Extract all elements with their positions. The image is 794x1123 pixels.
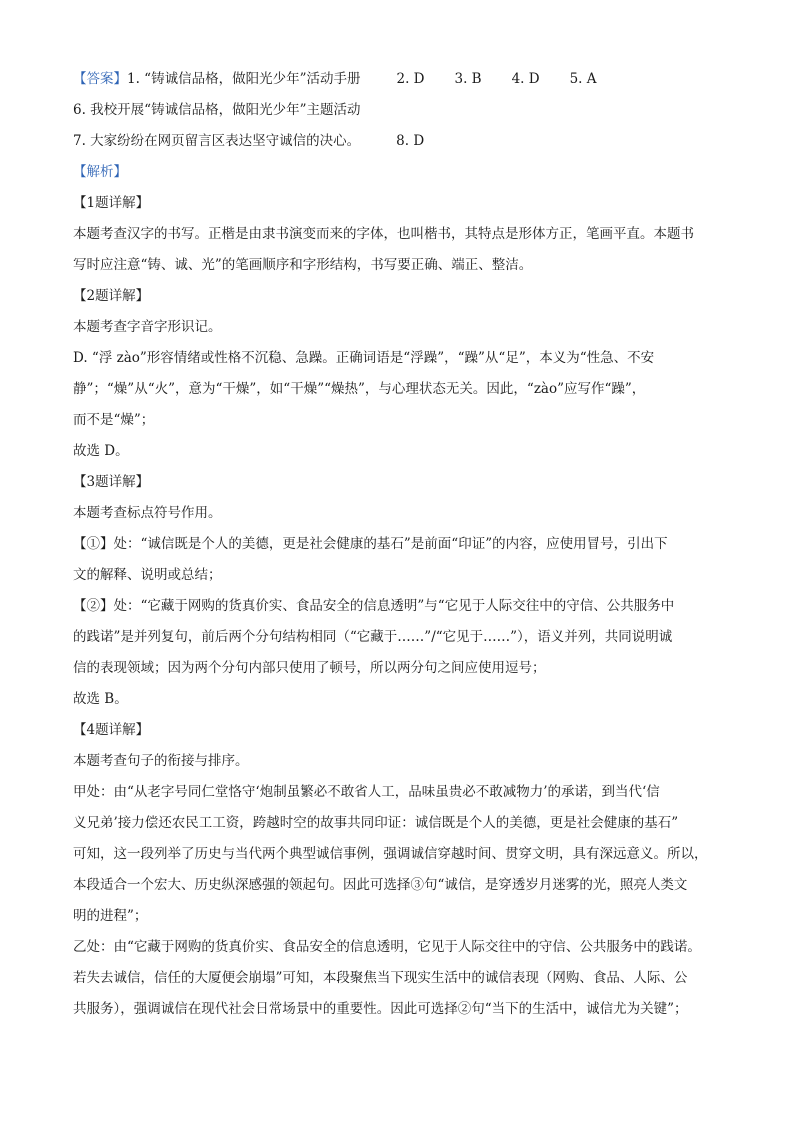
section-4-heading: 【4题详解】 bbox=[73, 722, 150, 738]
section-3-heading: 【3题详解】 bbox=[73, 474, 150, 490]
section-3-text: 的践诺”是并列复句，前后两个分句结构相同（“它藏于……”/“它见于……”），语义并列，共同说明诚 bbox=[73, 629, 673, 645]
answer-q1: 1. “铸诚信品格，做阳光少年”活动手册 bbox=[127, 71, 361, 87]
section-2-text: 本题考查字音字形识记。 bbox=[73, 319, 222, 335]
answer-line-2 bbox=[73, 95, 723, 126]
analysis-label: 【解析】 bbox=[73, 164, 127, 180]
section-3-text: 【①】处：“诚信既是个人的美德，更是社会健康的基石”是前面“印证”的内容，应使用冒号，引出下 bbox=[73, 536, 668, 552]
section-1-text: 写时应注意“铸、诚、光”的笔画顺序和字形结构，书写要正确、端正、整洁。 bbox=[73, 257, 533, 273]
answer-q6: 6. 我校开展“铸诚信品格，做阳光少年”主题活动 bbox=[73, 102, 361, 118]
answer-q4: 4. D bbox=[511, 71, 540, 87]
section-4-text: 甲处：由“从老字号同仁堂恪守‘炮制虽繁必不敢省人工，品味虽贵必不敢减物力’的承诺，到当代‘信 bbox=[73, 784, 660, 800]
section-3-text: 信的表现领域；因为两个分句内部只使用了顿号，所以两分句之间应使用逗号； bbox=[73, 660, 546, 676]
section-3-text: 文的解释、说明或总结； bbox=[73, 567, 222, 583]
section-4-text: 本段适合一个宏大、历史纵深感强的领起句。因此可选择③句“诚信，是穿透岁月迷雾的光，照亮人类文 bbox=[73, 877, 688, 893]
answer-q5: 5. A bbox=[569, 71, 597, 87]
section-2-heading: 【2题详解】 bbox=[73, 288, 150, 304]
answer-label: 【答案】 bbox=[73, 71, 127, 87]
answer-q3: 3. B bbox=[454, 71, 482, 87]
section-4-text: 若失去诚信，信任的大厦便会崩塌”可知，本段聚焦当下现实生活中的诚信表现（网购、食品、人际、公 bbox=[73, 970, 688, 986]
answer-q2: 2. D bbox=[396, 71, 425, 87]
section-2-text: 故选 D。 bbox=[73, 443, 129, 459]
section-4-text: 可知，这一段列举了历史与当代两个典型诚信事例，强调诚信穿越时间、贯穿文明，具有深远意义。所以， bbox=[73, 846, 708, 862]
section-3-text: 本题考查标点符号作用。 bbox=[73, 505, 222, 521]
answer-q7: 7. 大家纷纷在网页留言区表达坚守诚信的决心。 bbox=[73, 133, 361, 149]
section-2-text: D. “浮 zào”形容情绪或性格不沉稳、急躁。正确词语是“浮躁”，“躁”从“足”，本义为“性急、不安 bbox=[73, 350, 655, 366]
section-1-text: 本题考查汉字的书写。正楷是由隶书演变而来的字体，也叫楷书，其特点是形体方正，笔画平直。本题书 bbox=[73, 226, 694, 242]
section-4-text: 明的进程”； bbox=[73, 908, 148, 924]
section-4-text: 义兄弟’接力偿还农民工工资，跨越时空的故事共同印证：诚信既是个人的美德，更是社会健康的基石” bbox=[73, 815, 679, 831]
section-2-text: 静”；“燥”从“火”，意为“干燥”，如“干燥”“燥热”，与心理状态无关。因此，“zào”应写作“躁”， bbox=[73, 381, 646, 397]
section-3-text: 【②】处：“它藏于网购的货真价实、食品安全的信息透明”与“它见于人际交往中的守信、公共服务中 bbox=[73, 598, 675, 614]
section-3-text: 故选 B。 bbox=[73, 691, 128, 707]
section-2-text: 而不是“燥”； bbox=[73, 412, 155, 428]
section-4-text: 本题考查句子的衔接与排序。 bbox=[73, 753, 249, 769]
answer-line-3 bbox=[73, 126, 723, 157]
document-body bbox=[73, 64, 723, 1025]
section-4-text: 乙处：由“它藏于网购的货真价实、食品安全的信息透明，它见于人际交往中的守信、公共服务中的践诺。 bbox=[73, 939, 701, 955]
answer-q8: 8. D bbox=[396, 133, 425, 149]
section-4-text: 共服务），强调诚信在现代社会日常场景中的重要性。因此可选择②句“当下的生活中，诚信尤为关键”； bbox=[73, 1001, 688, 1017]
section-1-heading: 【1题详解】 bbox=[73, 195, 150, 211]
answer-line-1 bbox=[73, 64, 723, 95]
